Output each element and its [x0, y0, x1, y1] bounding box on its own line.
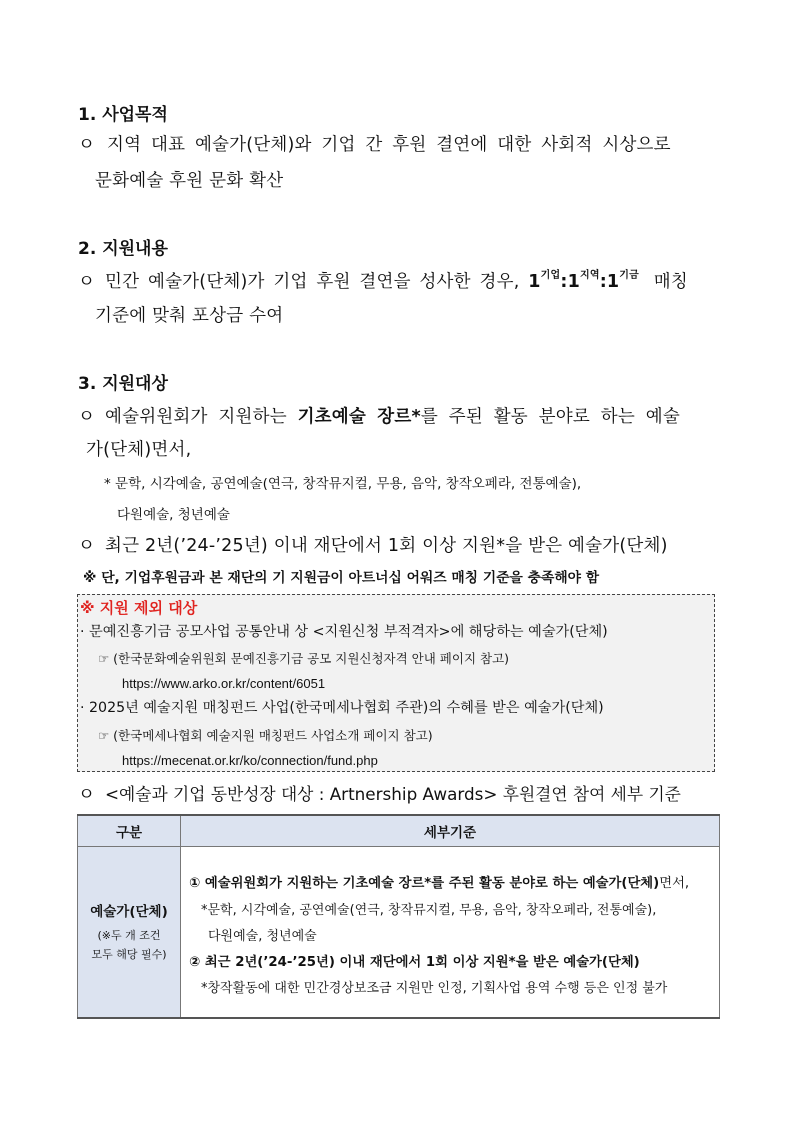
- exclusion-ref-1: ☞ (한국문화예술위원회 문예진흥기금 공모 지원신청자격 안내 페이지 참고): [98, 651, 510, 666]
- section-1-heading: 1. 사업목적: [78, 105, 168, 125]
- bullet: ㅇ: [78, 785, 96, 805]
- section-2-text-pre: 민간 예술가(단체)가 기업 후원 결연을 성사한 경우,: [105, 272, 520, 292]
- criterion-2-note: *창작활동에 대한 민간경상보조금 지원만 인정, 기획사업 용역 수행 등은 인정 불가: [201, 981, 668, 996]
- bullet: ㅇ: [78, 272, 96, 292]
- bullet: ㅇ: [78, 407, 96, 427]
- row-label: 예술가(단체): [90, 904, 168, 920]
- exclusion-ref-2: ☞ (한국메세나협회 예술지원 매칭펀드 사업소개 페이지 참고): [98, 728, 433, 743]
- criterion-1-note: *문학, 시각예술, 공연예술(연극, 창작뮤지컬, 무용, 음악, 창작오페라, 전통예술),: [201, 903, 657, 918]
- section-3-item-b: 최근 2년(’24-’25년) 이내 재단에서 1회 이상 지원*을 받은 예술가(단체): [105, 536, 668, 556]
- genre-note-2: 다원예술, 청년예술: [117, 507, 230, 523]
- row-sub-2: 모두 해당 필수): [91, 948, 167, 961]
- exclusion-item-2: · 2025년 예술지원 매칭펀드 사업(한국메세나협회 주관)의 수혜를 받은 예술가(단체): [80, 700, 604, 716]
- section-1-text-2: 문화예술 후원 문화 확산: [95, 171, 284, 191]
- exclusion-link-2[interactable]: https://mecenat.or.kr/ko/connection/fund.php: [122, 753, 378, 768]
- section-3-item-a: 예술위원회가 지원하는 기초예술 장르*를 주된 활동 분야로 하는 예술: [105, 407, 680, 427]
- section-2-text: [105, 268, 688, 293]
- exclusion-title: ※ 지원 제외 대상: [80, 599, 198, 617]
- criteria-table: [77, 814, 720, 1019]
- criterion-1-note-2: 다원예술, 청년예술: [208, 929, 317, 944]
- section-1-text: 지역 대표 예술가(단체)와 기업 간 후원 결연에 대한 사회적 시상으로: [107, 135, 671, 155]
- genre-note: * 문학, 시각예술, 공연예술(연극, 창작뮤지컬, 무용, 음악, 창작오페라, 전통예술),: [104, 476, 582, 492]
- table-header-category: 구분: [78, 815, 181, 847]
- table-row-label: [78, 847, 181, 1019]
- section-3-item-a-2: 가(단체)면서,: [86, 440, 192, 460]
- exclusion-item-1: · 문예진흥기금 공모사업 공통안내 상 <지원신청 부적격자>에 해당하는 예술가(단체): [80, 624, 608, 640]
- section-3-item-c: <예술과 기업 동반성장 대상 : Artnership Awards> 후원결연 참여 세부 기준: [105, 784, 681, 804]
- matching-notice: ※ 단, 기업후원금과 본 재단의 기 지원금이 아트너십 어워즈 매칭 기준을 충족해야 함: [83, 570, 600, 586]
- criterion-2: ② 최근 2년(’24-’25년) 이내 재단에서 1회 이상 지원*을 받은 예술가(단체): [189, 955, 640, 970]
- section-2-text-post: 매칭: [653, 272, 688, 292]
- table-header-criteria: 세부기준: [181, 815, 720, 847]
- criterion-1: ① 예술위원회가 지원하는 기초예술 장르*를 주된 활동 분야로 하는 예술가(단체)면서,: [189, 876, 690, 891]
- row-sub-1: (※두 개 조건: [97, 929, 161, 942]
- exclusion-link-1[interactable]: https://www.arko.or.kr/content/6051: [122, 676, 326, 691]
- section-2-heading: 2. 지원내용: [78, 239, 168, 259]
- section-3-heading: 3. 지원대상: [78, 374, 168, 394]
- bullet: ㅇ: [78, 135, 96, 155]
- matching-ratio: $1^{기업}:1^{지역}:1^{기금}$: [528, 270, 640, 292]
- basic-arts-genre: 기초예술 장르*: [297, 407, 421, 427]
- bullet: ㅇ: [78, 536, 96, 556]
- section-2-text-2: 기준에 맞춰 포상금 수여: [95, 306, 284, 326]
- table-row-criteria: [181, 847, 720, 1019]
